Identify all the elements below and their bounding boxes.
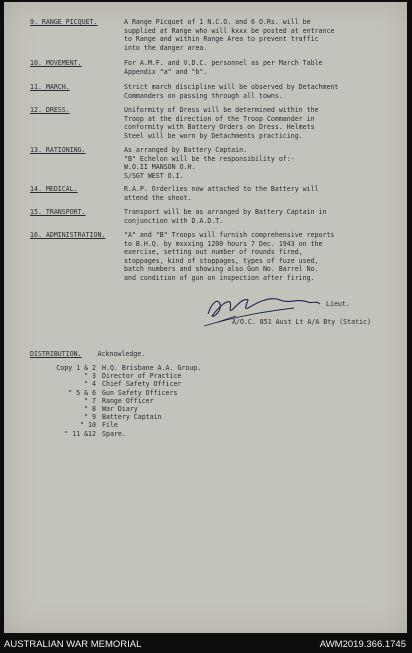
- section-rationing: [30, 146, 390, 180]
- section-text: Strict march discipline will be observed by Detachment Commanders on passing through all towns.: [124, 83, 339, 100]
- copy-number: Copy 1 & 2: [56, 364, 96, 372]
- copy-number: " 3: [84, 372, 96, 381]
- recipient: Director of Practice: [102, 372, 182, 381]
- recipient: War Diary: [102, 405, 138, 414]
- distribution-heading: [30, 350, 145, 358]
- list-item: [30, 405, 201, 413]
- signature-rank: Lieut.: [326, 300, 350, 308]
- section-text: As arranged by Battery Captain. "B" Echelon will be the responsibility of:- W.O.II MANSON O.H. S/SGT WEST O.I.: [124, 146, 295, 180]
- list-item: [30, 389, 201, 397]
- section-medical: [30, 185, 390, 202]
- document-page: [4, 2, 407, 633]
- section-march: [30, 83, 390, 100]
- list-item: [30, 397, 201, 405]
- section-heading: 12. DRESS.: [30, 106, 70, 114]
- copy-number: " 10: [80, 421, 96, 430]
- copy-number: " 5 & 6: [68, 388, 96, 397]
- copy-number: " 8: [84, 405, 96, 414]
- signature-title: A/O.C. 851 Aust Lt A/A Bty (Static): [232, 318, 371, 326]
- institution-label: AUSTRALIAN WAR MEMORIAL: [4, 639, 142, 650]
- recipient: Gun Safety Officers: [102, 388, 178, 397]
- section-heading: 16. ADMINISTRATION.: [30, 231, 106, 239]
- list-item: [30, 364, 201, 372]
- archive-footer: [0, 637, 412, 653]
- list-item: [30, 413, 201, 421]
- handwritten-signature: [200, 292, 390, 332]
- copy-number: " 4: [84, 380, 96, 389]
- recipient: Range Officer: [102, 396, 154, 405]
- section-heading: 14. MEDICAL.: [30, 185, 78, 193]
- copy-number: " 7: [84, 396, 96, 405]
- accession-number: AWM2019.366.1745: [319, 639, 406, 650]
- section-heading: 10. MOVEMENT.: [30, 59, 82, 67]
- section-range-picquet: [30, 18, 390, 52]
- recipient: File: [102, 421, 118, 430]
- signature-block: [200, 292, 390, 332]
- list-item: [30, 421, 201, 429]
- list-item: [30, 380, 201, 388]
- section-administration: [30, 231, 390, 283]
- acknowledge-label: Acknowledge.: [97, 350, 146, 358]
- section-movement: [30, 59, 390, 76]
- recipient: Chief Safety Officer: [102, 380, 182, 389]
- section-transport: [30, 208, 390, 225]
- copy-number: " 9: [84, 413, 96, 422]
- recipient: H.Q. Brisbane A.A. Group.: [102, 364, 202, 372]
- section-text: For A.M.F. and V.D.C. personnel as per March Table Appendix "a" and "b".: [124, 59, 323, 76]
- distribution-label: DISTRIBUTION.: [30, 350, 82, 358]
- section-text: "A" and "B" Troops will furnish comprehensive reports to B.H.Q. by mxxxing 1200 hours 7 Dec. 1943 on the exercise, setting out number of rounds fired, stoppages, kind of stoppages, types of fuze used, batch numbers and showing also Gun No. Barrel No. and condition of gun on inspection after firing.: [124, 231, 335, 282]
- section-heading: 11. MARCH.: [30, 83, 70, 91]
- section-text: Uniformity of Dress will be determined within the Troop at the direction of the Troop Commander in conformity with Battery Orders on Dress. Helmets Steel will be worn by Detachments practicing.: [124, 106, 319, 140]
- section-text: Transport will be as arranged by Battery Captain in conjunction with D.A.D.T.: [124, 208, 327, 225]
- section-text: A Range Picquet of 1 N.C.O. and 6 O.Rs. will be supplied at Range who will kxxx be posted at entrance to Range and within Range Area to prevent traffic into the danger area.: [124, 18, 335, 52]
- recipient: Spare.: [102, 429, 126, 438]
- section-heading: 9. RANGE PICQUET.: [30, 18, 98, 26]
- list-item: [30, 372, 201, 380]
- section-heading: 13. RATIONING.: [30, 146, 86, 154]
- distribution-list: [30, 364, 201, 438]
- section-dress: [30, 106, 390, 140]
- recipient: Battery Captain: [102, 413, 162, 422]
- copy-number: " 11 &12: [64, 429, 96, 438]
- list-item: [30, 430, 201, 438]
- section-heading: 15. TRANSPORT.: [30, 208, 86, 216]
- section-text: R.A.P. Orderlies now attached to the Battery will attend the shoot.: [124, 185, 319, 202]
